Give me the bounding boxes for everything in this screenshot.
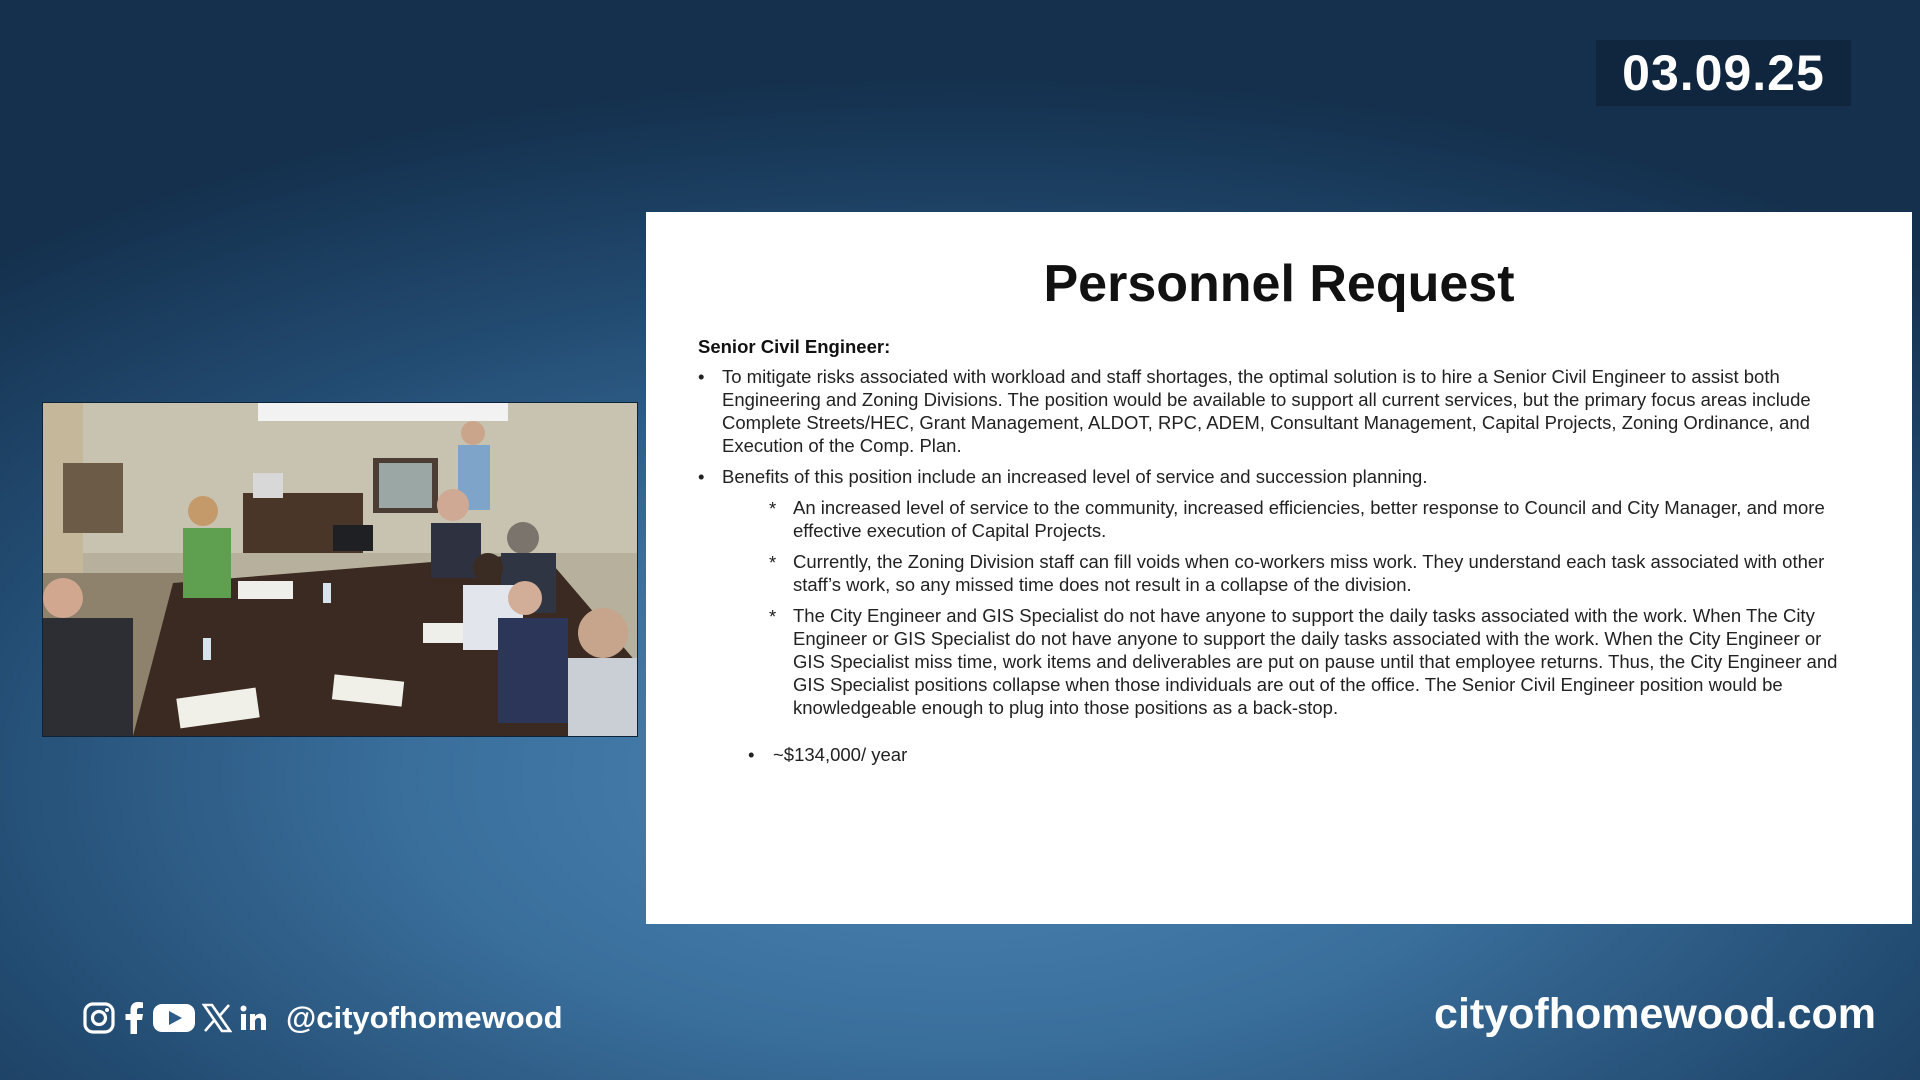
- instagram-icon: [82, 1001, 116, 1035]
- date-badge: [1596, 40, 1851, 106]
- website-url: cityofhomewood.com: [1434, 990, 1876, 1038]
- facebook-icon: [122, 1001, 146, 1035]
- meeting-camera-feed: [42, 402, 638, 737]
- social-footer: [82, 997, 563, 1039]
- slide-title: Personnel Request: [1043, 255, 1515, 313]
- sub-bullet-marker: *: [769, 606, 777, 627]
- presentation-slide: [646, 212, 1912, 924]
- sub-bullet-item: [698, 496, 1848, 542]
- sub-bullet-text: Currently, the Zoning Division staff can fill voids when co-workers miss work. They understand each task associated with other staff’s work, so any missed time does not result in a collapse of the division.: [793, 551, 1825, 595]
- sub-bullet-item: [698, 604, 1848, 719]
- bullet-text: Benefits of this position include an increased level of service and succession planning.: [722, 466, 1428, 487]
- sub-bullet-marker: *: [769, 552, 777, 573]
- linkedin-icon: [238, 1003, 268, 1033]
- bullet-text: To mitigate risks associated with workload and staff shortages, the optimal solution is to hire a Senior Civil Engineer to assist both Engineering and Zoning Divisions. The position would be available to support all current services, but the primary focus areas include Complete Streets/HEC, Grant Management, ALDOT, RPC, ADEM, Consultant Management, Capital Projects, Zoning Ordinance, and Execution of the Comp. Plan.: [722, 366, 1811, 456]
- bullet-item: [698, 365, 1848, 457]
- section-heading: Senior Civil Engineer:: [698, 336, 891, 357]
- bullet-marker: •: [698, 366, 705, 387]
- salary-text: ~$134,000/ year: [773, 744, 908, 765]
- youtube-icon: [152, 1002, 196, 1034]
- bullet-marker: •: [698, 466, 705, 487]
- sub-bullet-text: An increased level of service to the community, increased efficiencies, better response to Council and City Manager, and more effective execution of Capital Projects.: [793, 497, 1825, 541]
- sub-bullet-item: [698, 550, 1848, 596]
- broadcast-date: 03.09.25: [1622, 45, 1825, 101]
- bullet-item: [698, 465, 1848, 488]
- bullet-marker: •: [748, 744, 755, 765]
- slide-content: [698, 365, 1848, 766]
- sub-bullet-text: The City Engineer and GIS Specialist do not have anyone to support the daily tasks associated with the work. When The City Engineer or GIS Specialist do not have anyone to support the daily tasks associated with the work. When the City Engineer or GIS Specialist miss time, work items and deliverables are put on pause until that employee returns. Thus, the City Engineer and GIS Specialist positions collapse when those individuals are out of the office. The Senior Civil Engineer position would be knowledgeable enough to plug into those positions as a back-stop.: [793, 605, 1838, 718]
- salary-item: [698, 743, 1848, 766]
- social-handle: @cityofhomewood: [286, 1000, 563, 1035]
- sub-bullet-marker: *: [769, 498, 777, 519]
- x-icon: [202, 1003, 232, 1033]
